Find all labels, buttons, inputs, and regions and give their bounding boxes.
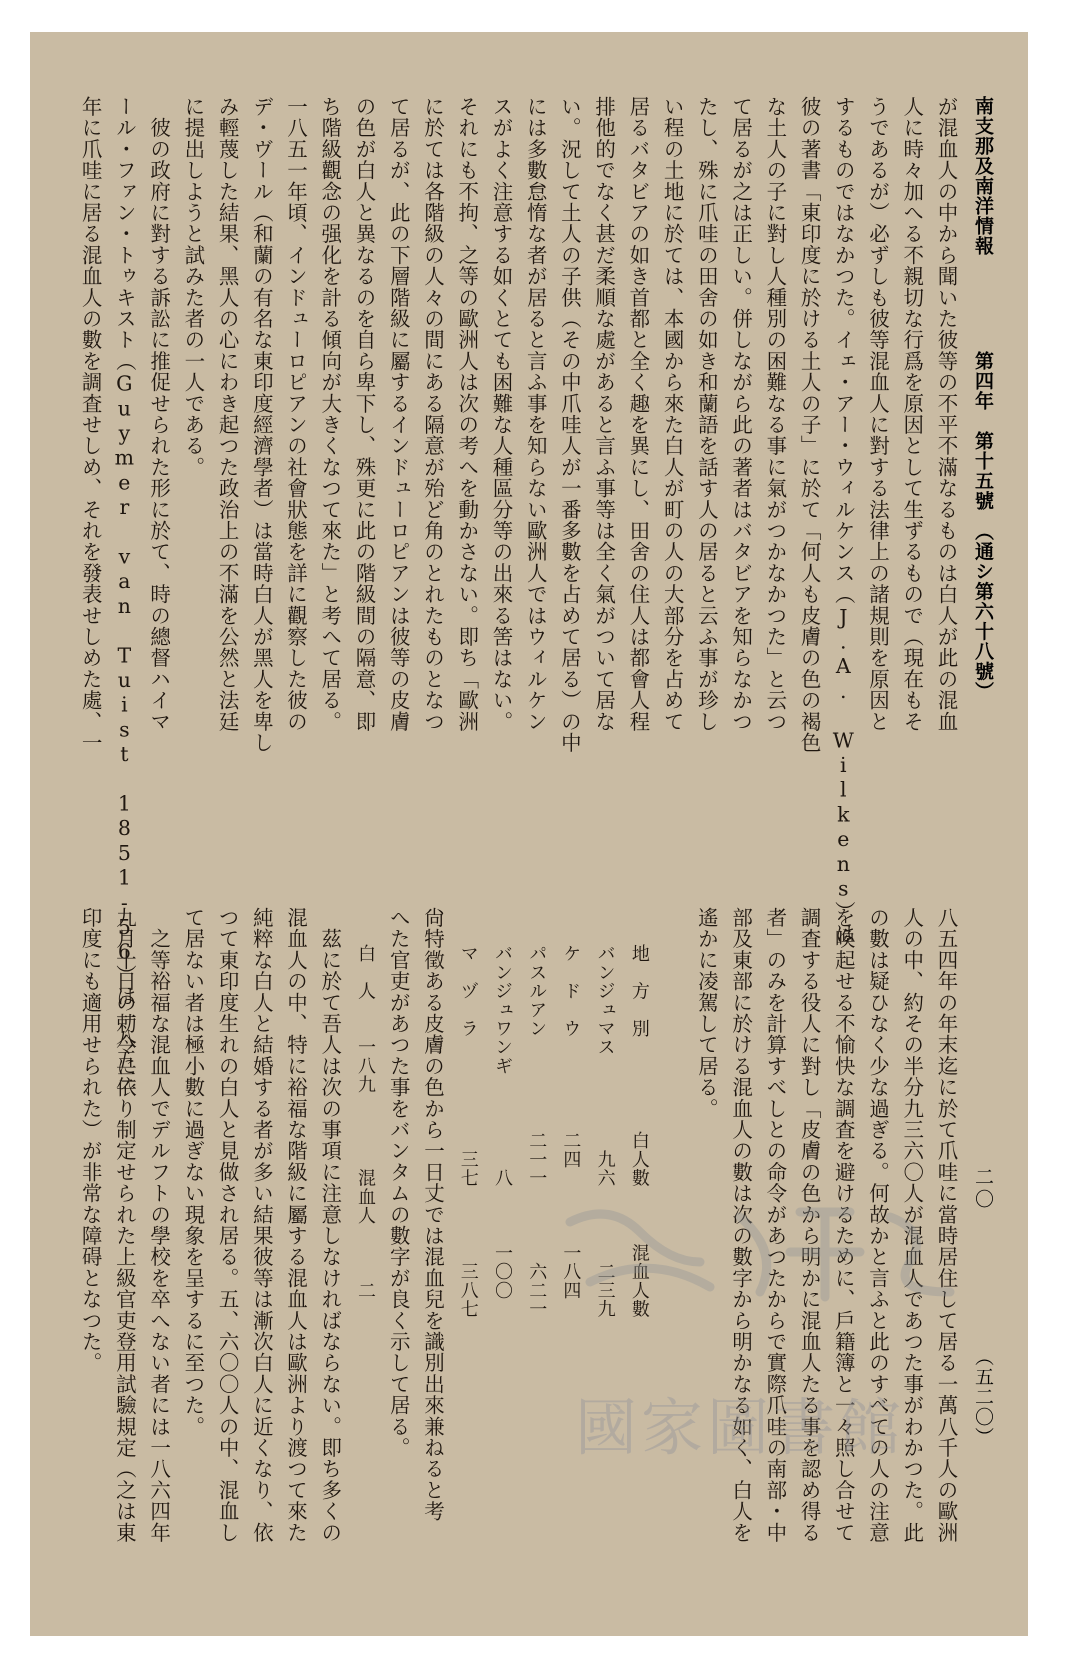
text-column: 者」のみを計算すべしとの命令があつたからで實際爪哇の南部・中 bbox=[762, 907, 787, 1543]
text-column: 印度にも適用せられた）が非常な障碍となつた。 bbox=[78, 907, 103, 1374]
text-column: い。況して土人の子供（その中爪哇人が一番多數を占めて居る）の中 bbox=[557, 96, 582, 754]
text-column: 白 人 一八九 混血人 二 bbox=[355, 907, 377, 1300]
text-column: 部及東部に於ける混血人の數は次の數字から明かなる如く、白人を bbox=[728, 907, 753, 1544]
text-column: 排他的でなく甚だ柔順な處があると言ふ事等は全く氣がついて居な bbox=[591, 96, 616, 732]
text-column: て居ない者は極小數に過ぎない現象を呈するに至つた。 bbox=[180, 907, 205, 1437]
text-column: ール・ファン・トゥキスト（Guymer van Tuist 1851-56）は一八五三 bbox=[112, 96, 137, 1092]
text-column: 彼の政府に對する訴訟に推促せられた形に於て、時の總督ハイマ bbox=[146, 96, 171, 732]
text-column: マ ヅ ラ 三七 三八七 bbox=[457, 907, 479, 1319]
text-column: な土人の子に對し人種別の困難なる事に氣がつかなかつた」と云つ bbox=[762, 96, 787, 732]
text-column: 彼の著書「東印度に於ける土人の子」に於て「何人も皮膚の色の褐色 bbox=[797, 96, 822, 754]
text-column bbox=[652, 907, 682, 1612]
text-column: へた官吏があつた事をバンタムの數字が良く示して居る。 bbox=[386, 907, 411, 1459]
text-column: パスルアン 二一一 六二一 bbox=[526, 907, 548, 1319]
text-column: を喚起せる不愉快な調査を避けるために、戶籍簿と一々照し合せて bbox=[831, 907, 856, 1543]
text-column: に提出しようと試みた者の一人である。 bbox=[180, 96, 205, 478]
text-column: には多數怠惰な者が居ると言ふ事を知らない歐洲人ではウィルケン bbox=[523, 96, 548, 732]
text-column: 一八五一年頃、インドューロピアンの社會狀態を詳に觀察した彼の bbox=[283, 96, 308, 732]
text-column: み輕蔑した結果、黑人の心にわき起つた政治上の不滿を公然と法廷 bbox=[215, 96, 240, 732]
text-column: 年に爪哇に居る混血人の數を調査せしめ、それを發表せしめた處、一 bbox=[78, 96, 103, 754]
text-column: 九月十日の勅令に依り制定せられた上級官吏登用試驗規定（之は東 bbox=[112, 907, 137, 1543]
text-column: 調査する役人に對し「皮膚の色から明かに混血人たる事を認め得る bbox=[797, 907, 822, 1543]
text-column: い程の土地に於ては、本國から來た白人が町の人の大部分を占めて bbox=[660, 96, 685, 732]
text-column: 人に時々加へる不親切な行爲を原因として生ずるもので（現在もそ bbox=[899, 96, 924, 732]
text-column: 八五四年の年末迄に於て爪哇に當時居住して居る一萬八千人の歐洲 bbox=[934, 907, 958, 1543]
text-column: ケ ド ウ 二四 一八四 bbox=[560, 907, 582, 1300]
text-column: 地 方 別 白人數 混血人數 bbox=[628, 907, 650, 1319]
text-column: つて東印度生れの白人と見做され居る。五、六〇〇人の中、混血し bbox=[215, 907, 240, 1543]
text-column: 居るバタビアの如き首都と全く趣を異にし、田舍の住人は都會人程 bbox=[625, 96, 650, 732]
issue-number: 第四年 第十五號 （通シ第六十八號） bbox=[972, 351, 994, 702]
text-column: それにも不拘、之等の歐洲人は次の考へを動かさない。即ち「歐洲 bbox=[454, 96, 479, 732]
text-column: の色が白人と異なるのを自ら卑下し、殊更に此の階級間の隔意、即 bbox=[352, 96, 377, 732]
text-column: 之等裕福な混血人でデルフトの學校を卒へない者には一八六四年 bbox=[146, 907, 171, 1543]
scanned-page bbox=[30, 32, 1028, 1636]
running-header bbox=[960, 96, 992, 896]
text-column: 人の中、約その半分九三六〇人が混血人であつた事がわかつた。此 bbox=[899, 907, 924, 1543]
text-column: て居るが、此の下層階級に屬するインドューロピアンは彼等の皮膚 bbox=[386, 96, 411, 732]
text-column: たし、殊に爪哇の田舍の如き和蘭語を話す人の居ると云ふ事が珍し bbox=[694, 96, 719, 733]
text-column: 尙特徵ある皮膚の色から一日丈では混血兒を識別出來兼ねると考 bbox=[420, 907, 445, 1522]
text-column: の數は疑ひなく少な過ぎる。何故かと言ふと此のすべての人の注意 bbox=[865, 907, 890, 1543]
text-column: バンジュワンギ 八 一〇〇 bbox=[491, 907, 513, 1300]
text-column: デ・ヴール（和蘭の有名な東印度經濟學者）は當時白人が黑人を卑し bbox=[249, 96, 274, 754]
lower-text-block bbox=[66, 907, 956, 1612]
page-number-cumulative: （五二〇） bbox=[972, 1347, 994, 1447]
text-column: 茲に於て吾人は次の事項に注意しなければならない。即ち多くの bbox=[317, 907, 342, 1543]
text-column: て居るが之は正しい。併しながら此の著者はバタビアを知らなかつ bbox=[728, 96, 753, 732]
text-column: に於ては各階級の人々の間にある隔意が殆ど角のとれたものとなつ bbox=[420, 96, 445, 732]
text-column: 純粹な白人と結婚する者が多い結果彼等は漸次白人に近くなり、依 bbox=[249, 907, 274, 1543]
text-column: 混血人の中、特に裕福な階級に屬する混血人は歐洲より渡つて來た bbox=[283, 907, 308, 1543]
text-column: スがよく注意する如くとても困難な人種區分等の出來る筈はない。 bbox=[488, 96, 513, 732]
text-column: バンジュマス 九六 二三九 bbox=[594, 907, 616, 1319]
text-column: するものではなかつた。イェ・アー・ウィルケンス（J.A. Wilkens）は bbox=[831, 96, 856, 944]
text-column: ち階級觀念の强化を計る傾向が大きくなつて來た」と考へて居る。 bbox=[317, 96, 342, 732]
text-column: が混血人の中から聞いた彼等の不平不滿なるものは白人が此の混血 bbox=[934, 96, 958, 732]
text-column: うであるが）必ずしも彼等混血人に對する法律上の諸規則を原因と bbox=[865, 96, 890, 732]
text-column: 遙かに凌駕して居る。 bbox=[694, 907, 719, 1119]
page-number-area bbox=[960, 897, 992, 1617]
page-number: 二〇 bbox=[972, 1167, 994, 1211]
library-watermark: 國家圖書館 bbox=[574, 1390, 905, 1464]
journal-title: 南支那及南洋情報 bbox=[972, 96, 994, 256]
